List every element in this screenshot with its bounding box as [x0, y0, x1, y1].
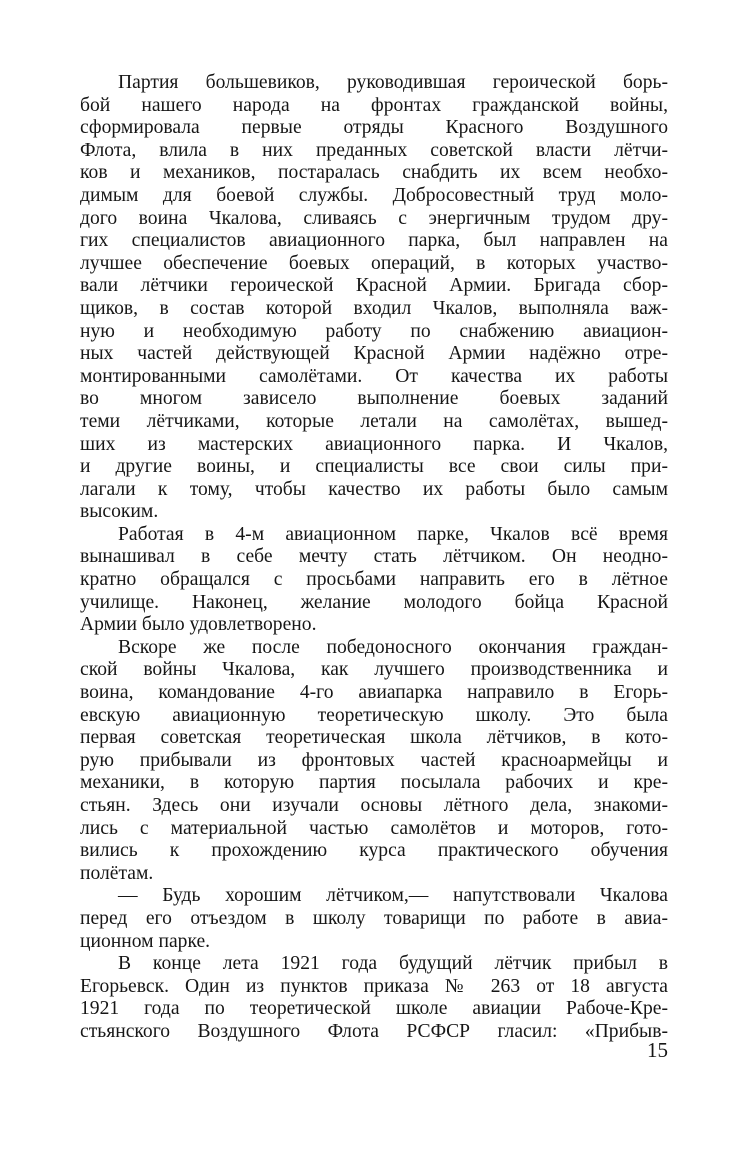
text-line: вали лётчики героической Красной Армии. Бригада сбор-: [80, 275, 668, 297]
text-line: Партия большевиков, руководившая героической борь-: [118, 72, 668, 93]
text-line: перед его отъездом в школу товарищи по работе в авиа-: [80, 907, 668, 929]
text-line: монтированными самолётами. От качества их работы: [80, 365, 668, 387]
text-line: кратно обращался с просьбами направить его в лётное: [80, 569, 668, 591]
page-number: 15: [647, 1038, 668, 1062]
text-line: димым для боевой службы. Добросовестный труд моло-: [80, 184, 668, 206]
text-line: лагали к тому, чтобы качество их работы было самым: [80, 478, 668, 500]
paragraph: [80, 953, 668, 1043]
text-line: механики, в которую партия посылала рабочих и кре-: [80, 772, 668, 794]
text-line: евскую авиационную теоретическую школу. Это была: [80, 704, 668, 726]
text-line: сформировала первые отряды Красного Воздушного: [80, 117, 668, 139]
body-text: [80, 72, 668, 1044]
text-line: ков и механиков, постаралась снабдить их всем необхо-: [80, 162, 668, 184]
text-line: ционном парке.: [80, 930, 211, 952]
paragraph: [80, 524, 668, 637]
text-line: Егорьевск. Один из пунктов приказа № 263 от 18 августа: [80, 975, 668, 997]
text-line: рую прибывали из фронтовых частей красноармейцы и: [80, 749, 668, 771]
text-line: воина, командование 4-го авиапарка направило в Егорь-: [80, 682, 668, 704]
text-line: Армии было удовлетворено.: [80, 614, 317, 636]
text-line: ших из мастерских авиационного парка. И Чкалов,: [80, 433, 668, 455]
text-line: полётам.: [80, 862, 154, 884]
text-line: стьянского Воздушного Флота РСФСР гласил: «Прибыв-: [80, 1020, 668, 1042]
text-line: ных частей действующей Красной Армии надёжно отре-: [80, 343, 668, 365]
paragraph: [80, 885, 668, 953]
text-line: первая советская теоретическая школа лётчиков, в кото-: [80, 727, 668, 749]
text-line: лучшее обеспечение боевых операций, в которых участво-: [80, 252, 668, 274]
text-line: В конце лета 1921 года будущий лётчик прибыл в: [118, 953, 668, 975]
paragraph: [80, 637, 668, 886]
text-line: щиков, в состав которой входил Чкалов, выполняла важ-: [80, 297, 668, 319]
text-line: Вскоре же после победоносного окончания граждан-: [118, 636, 668, 658]
text-line: Флота, влила в них преданных советской власти лётчи-: [80, 139, 668, 161]
text-line: Работая в 4-м авиационном парке, Чкалов всё время: [118, 523, 668, 545]
text-line: стьян. Здесь они изучали основы лётного дела, знакоми-: [80, 795, 668, 816]
text-line: — Будь хорошим лётчиком,— напутствовали Чкалова: [118, 885, 668, 907]
text-line: теми лётчиками, которые летали на самолётах, вышед-: [80, 410, 668, 432]
text-line: высоким.: [80, 501, 159, 523]
text-line: лись с материальной частью самолётов и моторов, гото-: [80, 817, 668, 839]
text-line: и другие воины, и специалисты все свои силы при-: [80, 456, 668, 478]
text-line: 1921 года по теоретической школе авиации Рабоче-Кре-: [80, 998, 668, 1020]
text-line: дого воина Чкалова, сливаясь с энергичным трудом дру-: [80, 207, 668, 229]
paragraph: [80, 72, 668, 524]
text-line: вились к прохождению курса практического обучения: [80, 840, 668, 862]
text-line: бой нашего народа на фронтах гражданской войны,: [80, 94, 668, 116]
text-line: ской войны Чкалова, как лучшего производственника и: [80, 659, 668, 681]
text-line: училище. Наконец, желание молодого бойца Красной: [80, 591, 668, 613]
text-line: ную и необходимую работу по снабжению авиацион-: [80, 320, 668, 342]
text-line: гих специалистов авиационного парка, был направлен на: [80, 230, 668, 252]
text-line: во многом зависело выполнение боевых заданий: [80, 388, 668, 410]
text-line: вынашивал в себе мечту стать лётчиком. Он неодно-: [80, 546, 668, 568]
